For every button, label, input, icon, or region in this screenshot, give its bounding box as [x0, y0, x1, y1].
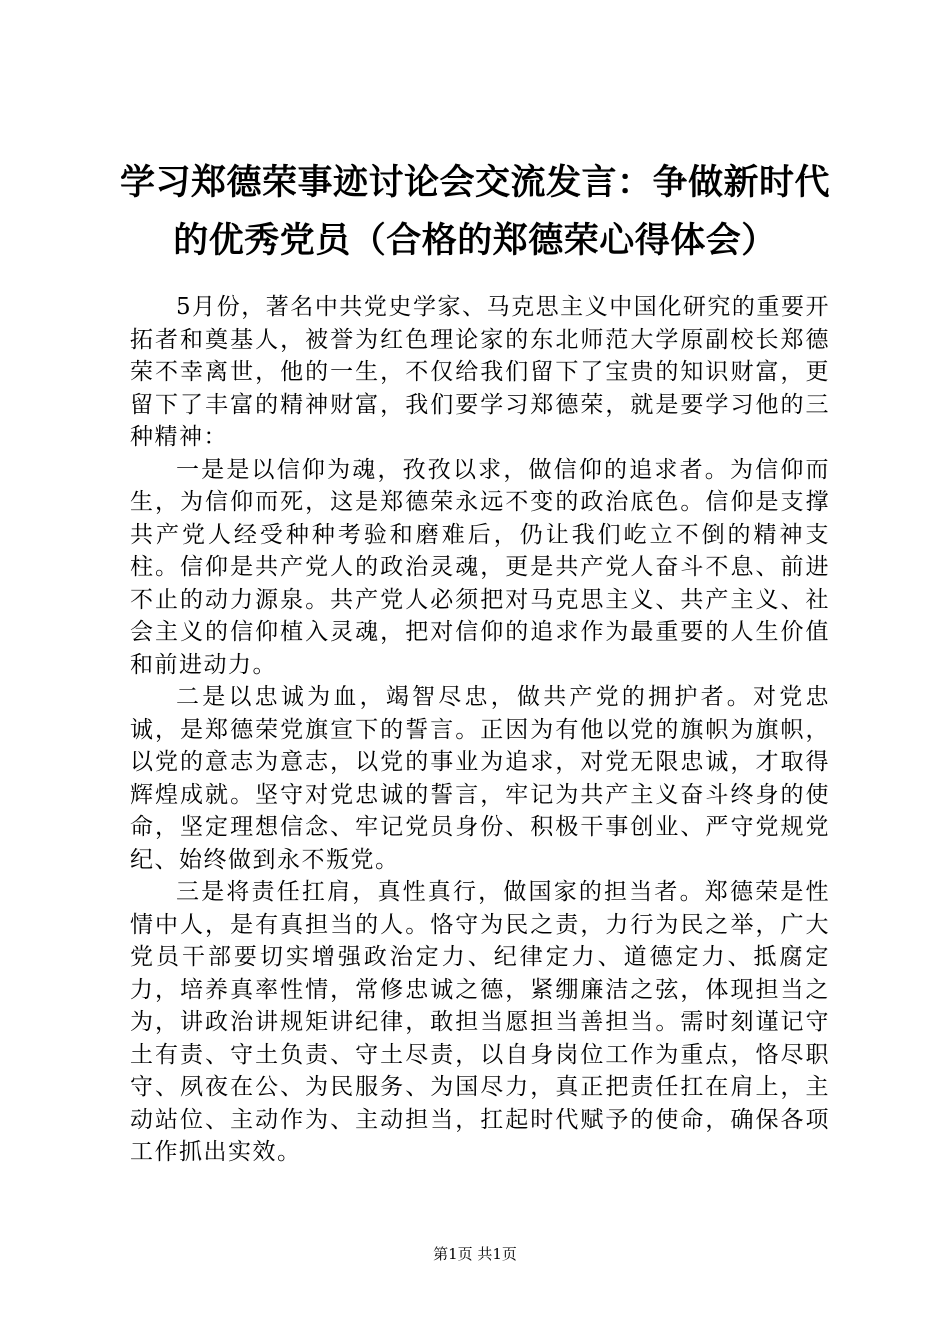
title-line-2: 的优秀党员（合格的郑德荣心得体会） — [173, 221, 777, 261]
page-footer: 第1页 共1页 — [433, 1245, 517, 1263]
paragraph-faith: 一是是以信仰为魂，孜孜以求，做信仰的追求者。为信仰而生，为信仰而死，这是郑德荣永远不变的政治底色。信仰是支撑共产党人经受种种考验和磨难后，仍让我们屹立不倒的精神支柱。信仰是共产党人的政治灵魂，更是共产党人奋斗不息、前进不止的动力源泉。共产党人必须把对马克思主义、共产主义、社会主义的信仰植入灵魂，把对信仰的追求作为最重要的人生价值和前进动力。 — [130, 456, 830, 678]
paragraph-responsibility: 三是将责任扛肩，真性真行，做国家的担当者。郑德荣是性情中人，是有真担当的人。恪守为民之责，力行为民之举，广大党员干部要切实增强政治定力、纪律定力、道德定力、抵腐定力，培养真率性情，常修忠诚之德，紧绷廉洁之弦，体现担当之为，讲政治讲规矩讲纪律，敢担当愿担当善担当。需时刻谨记守土有责、守土负责、守土尽责，以自身岗位工作为重点，恪尽职守、夙夜在公、为民服务、为国尽力，真正把责任扛在肩上，主动站位、主动作为、主动担当，扛起时代赋予的使命，确保各项工作抓出实效。 — [130, 879, 830, 1165]
paragraph-loyalty: 二是以忠诚为血，竭智尽忠，做共产党的拥护者。对党忠诚，是郑德荣党旗宣下的誓言。正因为有他以党的旗帜为旗帜，以党的意志为意志，以党的事业为追求，对党无限忠诚，才取得辉煌成就。坚守对党忠诚的誓言，牢记为共产主义奋斗终身的使命，坚定理想信念、牢记党员身份、积极干事创业、严守党规党纪、始终做到永不叛党。 — [130, 684, 830, 873]
document-body — [130, 291, 830, 1169]
paragraph-intro: 5月份，著名中共党史学家、马克思主义中国化研究的重要开拓者和奠基人，被誉为红色理论家的东北师范大学原副校长郑德荣不幸离世，他的一生，不仅给我们留下了宝贵的知识财富，更留下了丰富的精神财富，我们要学习郑德荣，就是要学习他的三种精神： — [130, 294, 830, 450]
title-line-1: 学习郑德荣事迹讨论会交流发言：争做新时代 — [119, 163, 830, 203]
document-title — [100, 154, 850, 270]
